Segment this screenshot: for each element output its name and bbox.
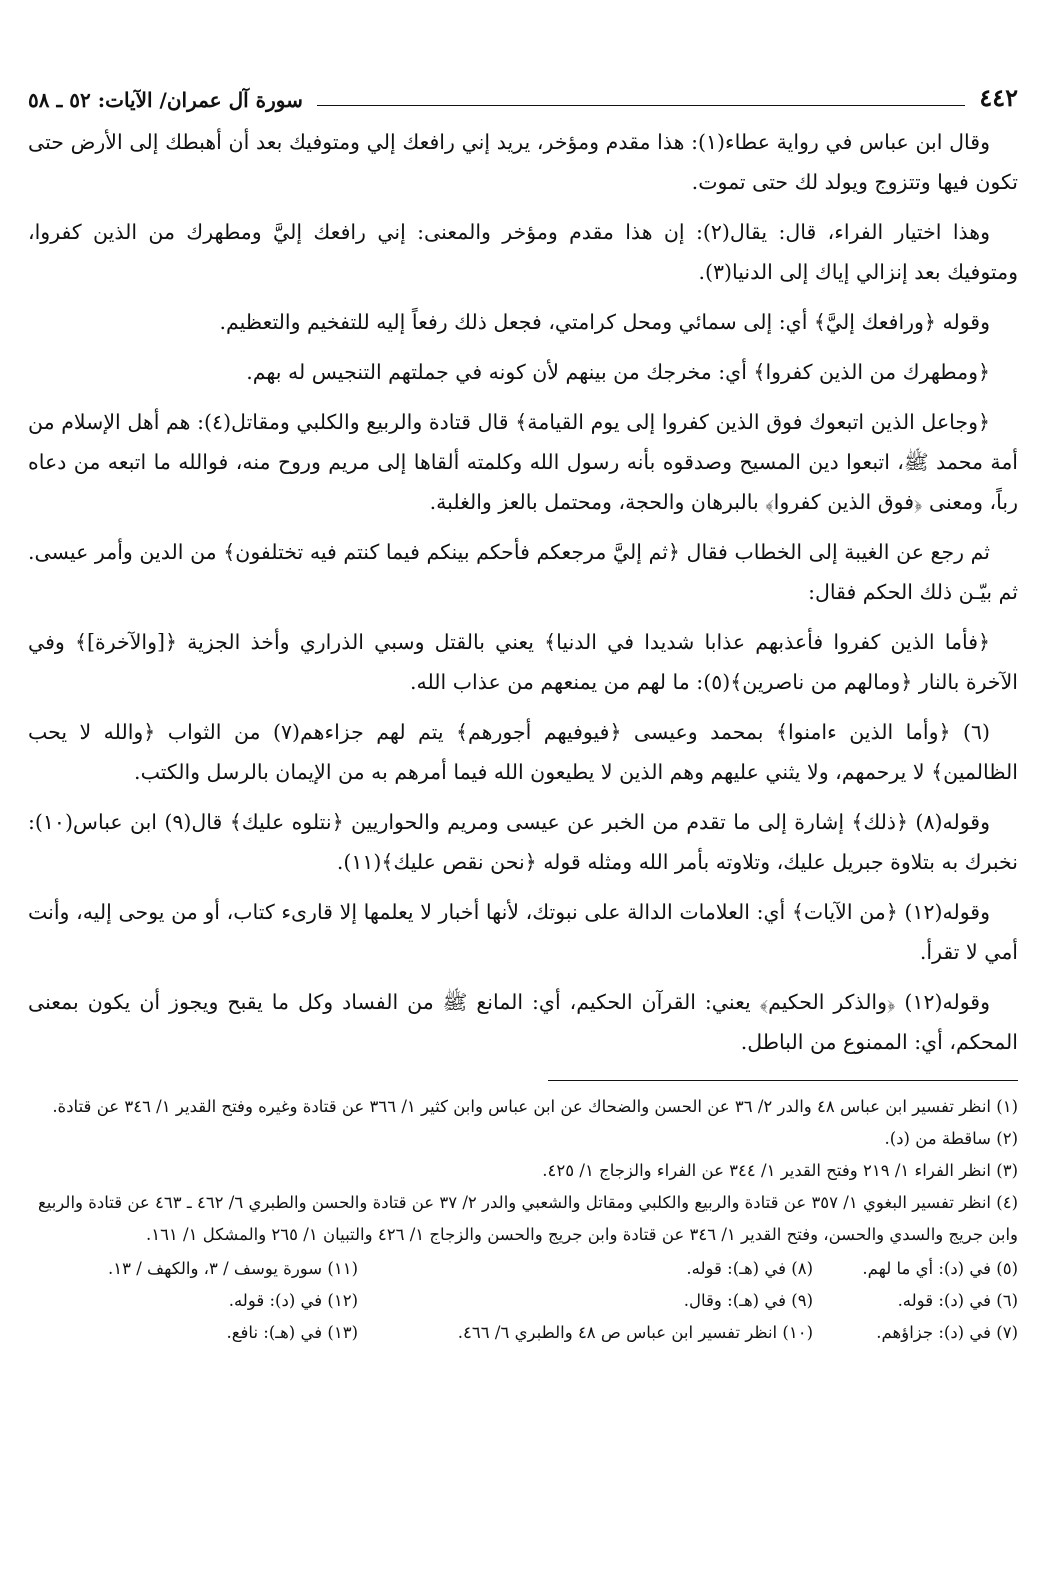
footnote-column-middle [373, 1253, 813, 1349]
footnote-rule [548, 1080, 1018, 1081]
paragraph: وقال ابن عباس في رواية عطاء(١): هذا مقدم ومؤخر، يريد إني رافعك إلي ومتوفيك بعد أن أهبطك إلى الأرض حتى تكون فيها وتتزوج ويولد لك حتى تموت. [28, 130, 1018, 194]
footnote: (٨) في (هـ): قوله. [686, 1259, 813, 1278]
main-text [28, 122, 1018, 1062]
footnote: (١) انظر تفسير ابن عباس ٤٨ والدر ٢/ ٣٦ عن الحسن والضحاك عن ابن عباس وابن كثير ١/ ٣٦٦ عن قتادة وغيره وفتح القدير ١/ ٣٤٦ عن قتادة. [52, 1097, 1018, 1116]
page-number: ٤٤٢ [979, 83, 1018, 112]
footnote: (١١) سورة يوسف / ٣، والكهف / ١٣. [108, 1259, 358, 1278]
footnote: (٤) انظر تفسير البغوي ١/ ٣٥٧ عن قتادة والربيع والكلبي ومقاتل والشعبي والدر ٢/ ٣٧ عن قتادة والحسن والطبري ٦/ ٤٦٢ ـ ٤٦٣ عن قتادة والربيع وابن جريج والسدي والحسن، وفتح القدير ١/ ٣٤٦ عن قتادة وابن جريج والحسن والزجاج ١/ ٤٢٦ والتبيان ١/ ٢٦٥ والمشكل ١/ ١٦١. [37, 1193, 1018, 1244]
footnote: (٥) في (د): أي ما لهم. [862, 1259, 1018, 1278]
paragraph: (٦) ﴿وأما الذين ءامنوا﴾ بمحمد وعيسى ﴿فيوفيهم أجورهم﴾ يتم لهم جزاءهم(٧) من الثواب ﴿والله لا يحب الظالمين﴾ لا يرحمهم، ولا يثني عليهم وهم الذين لا يطيعون الله فيما أمرهم به من الإيمان بالرسل والكتب. [28, 720, 1018, 784]
running-title: سورة آل عمران/ الآيات: ٥٢ ـ ٥٨ [28, 88, 303, 112]
footnotes [28, 1091, 1018, 1349]
paragraph: وقوله(١٢) ﴿والذكر الحكيم﴾ يعني: القرآن الحكيم، أي: المانع ﷺ من الفساد وكل ما يقبح ويجوز أن يكون بمعنى المحكم، أي: الممنوع من الباطل. [28, 990, 1018, 1054]
paragraph: ثم رجع عن الغيبة إلى الخطاب فقال ﴿ثم إليَّ مرجعكم فأحكم بينكم فيما كنتم فيه تختلفون﴾ من الدين وأمر عيسى. ثم بيّـن ذلك الحكم فقال: [28, 540, 1018, 604]
running-header [28, 78, 1018, 112]
footnote: (١٠) انظر تفسير ابن عباس ص ٤٨ والطبري ٦/ ٤٦٦. [457, 1323, 813, 1342]
paragraph: ﴿وجاعل الذين اتبعوك فوق الذين كفروا إلى يوم القيامة﴾ قال قتادة والربيع والكلبي ومقاتل(٤): هم أهل الإسلام من أمة محمد ﷺ، اتبعوا دين المسيح وصدقوه بأنه رسول الله وكلمته ألقاها إلى مريم وروح منه، فوالله ما اتبعه من دعاه رباً، ومعنى ﴿فوق الذين كفروا﴾ بالبرهان والحجة، ومحتمل بالعز والغلبة. [28, 410, 1018, 514]
footnote-columns [28, 1253, 1018, 1349]
footnote: (٩) في (هـ): وقال. [683, 1291, 813, 1310]
paragraph: ﴿فأما الذين كفروا فأعذبهم عذابا شديدا في الدنيا﴾ يعني بالقتل وسبي الذراري وأخذ الجزية ﴿[والآخرة]﴾ وفي الآخرة بالنار ﴿ومالهم من ناصرين﴾(٥): ما لهم من يمنعهم من عذاب الله. [28, 630, 1018, 694]
paragraph: وقوله ﴿ورافعك إليَّ﴾ أي: إلى سمائي ومحل كرامتي، فجعل ذلك رفعاً إليه للتفخيم والتعظيم. [219, 310, 990, 334]
footnote: (١٢) في (د): قوله. [228, 1291, 358, 1310]
footnote-column-left [28, 1253, 358, 1349]
footnote: (٣) انظر الفراء ١/ ٢١٩ وفتح القدير ١/ ٣٤٤ عن الفراء والزجاج ١/ ٤٢٥. [542, 1161, 1018, 1180]
footnote: (٦) في (د): قوله. [897, 1291, 1018, 1310]
paragraph: ﴿ومطهرك من الذين كفروا﴾ أي: مخرجك من بينهم لأن كونه في جملتهم التنجيس له بهم. [246, 360, 990, 384]
paragraph: وقوله(٨) ﴿ذلك﴾ إشارة إلى ما تقدم من الخبر عن عيسى ومريم والحواريين ﴿نتلوه عليك﴾ قال(٩) ابن عباس(١٠): نخبرك به بتلاوة جبريل عليك، وتلاوته بأمر الله ومثله قوله ﴿نحن نقص عليك﴾(١١). [28, 810, 1018, 874]
footnote: (١٣) في (هـ): نافع. [226, 1323, 358, 1342]
paragraph: وهذا اختيار الفراء، قال: يقال(٢): إن هذا مقدم ومؤخر والمعنى: إني رافعك إليَّ ومطهرك من الذين كفروا، ومتوفيك بعد إنزالي إياك إلى الدنيا(٣). [28, 220, 1018, 284]
footnote: (٧) في (د): جزاؤهم. [876, 1323, 1018, 1342]
footnote: (٢) ساقطة من (د). [884, 1129, 1018, 1148]
paragraph: وقوله(١٢) ﴿من الآيات﴾ أي: العلامات الدالة على نبوتك، لأنها أخبار لا يعلمها إلا قارىء كتاب، أو من يوحى إليه، وأنت أمي لا تقرأ. [28, 900, 1018, 964]
header-rule [317, 105, 965, 106]
footnote-column-right [828, 1253, 1018, 1349]
